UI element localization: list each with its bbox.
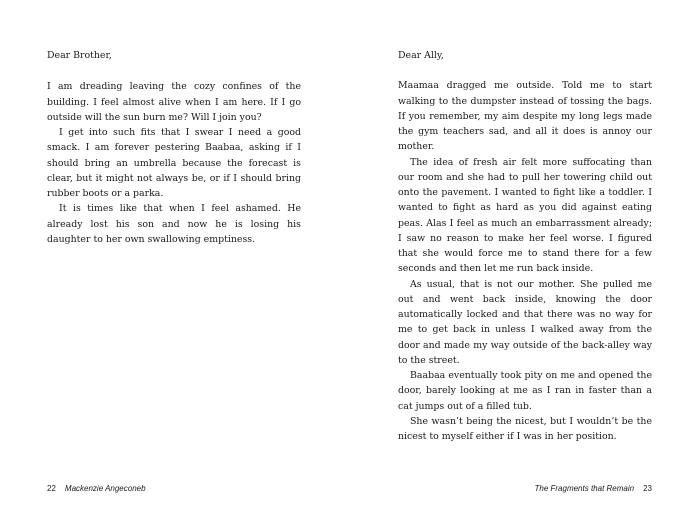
right-paragraph-1: Maamaa dragged me outside. Told me to start walking to the dumpster instead of tossing the bags. If you remember, my aim despite my long legs made the gym teachers sad, and all it does is annoy our mother. [398, 80, 652, 153]
author-name: Mackenzie Angeconeb [64, 484, 146, 493]
right-salutation: Dear Ally, [398, 50, 444, 61]
left-page-number: 22 [47, 484, 56, 493]
right-paragraph-2: The idea of fresh air felt more suffocating than our room and she had to pull her towering child out onto the pavement. I wanted to fight like a toddler. I wanted to fight as hard as you did against eating peas. Alas I feel as much an embarrassment already; I saw no reason to make her feel worse. I figured that she would force me to stand there for a few seconds and then let me run back inside. [398, 156, 652, 275]
left-paragraph-3: It is times like that when I feel ashamed. He already lost his son and now he is losing his daughter to her own swallowing emptiness. [47, 203, 301, 245]
book-title: The Fragments that Remain [534, 484, 635, 493]
right-page-text [398, 48, 652, 444]
right-page [350, 0, 700, 521]
left-paragraph-1: I am dreading leaving the cozy confines of the building. I feel almost alive when I am here. If I go outside will the sun burn me? Will I join you? [47, 81, 301, 123]
right-paragraph-3: As usual, that is not our mother. She pulled me out and went back inside, knowing the door automatically locked and that there was no way for me to get back in unless I walked away from the door and made my way outside of the back-alley way to the street. [398, 278, 652, 366]
right-paragraph-4: Baabaa eventually took pity on me and opened the door, barely looking at me as I ran in faster than a cat jumps out of a filled tub. [398, 370, 652, 412]
left-paragraph-2: I get into such fits that I swear I need a good smack. I am forever pestering Baabaa, asking if I should bring an umbrella because the forecast is clear, but it might not always be, or if I should bring rubber boots or a parka. [47, 127, 301, 199]
left-page-text [47, 48, 301, 247]
right-footer [534, 484, 652, 493]
right-page-number: 23 [643, 484, 652, 493]
left-salutation: Dear Brother, [47, 50, 112, 61]
left-footer [47, 484, 146, 493]
right-paragraph-5: She wasn’t being the nicest, but I wouldn’t be the nicest to myself either if I was in her position. [398, 415, 652, 442]
